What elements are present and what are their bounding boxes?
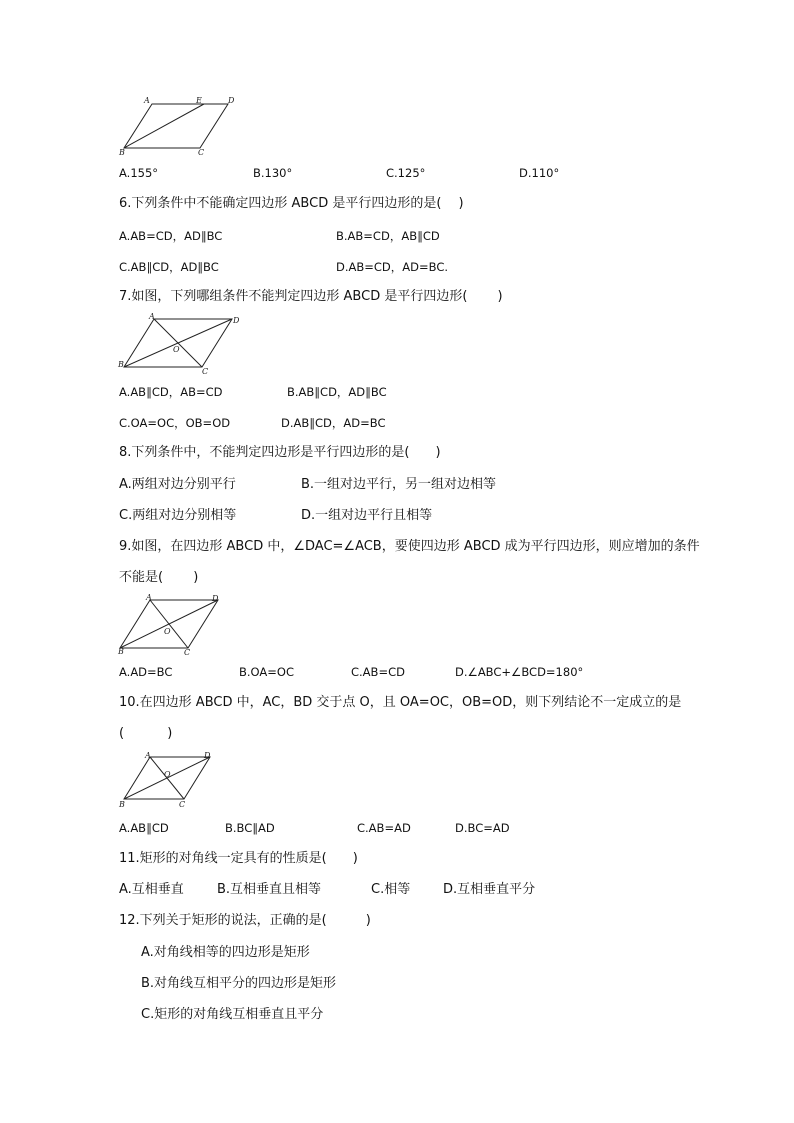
q10-option-c: C.AB=AD [357,821,411,835]
label-d: D [212,594,219,603]
q11-option-b: B.互相垂直且相等 [217,882,322,897]
q8-option-a: A.两组对边分别平行 [119,477,236,492]
label-d: D [228,96,235,105]
q12-option-a: A.对角线相等的四边形是矩形 [141,945,310,960]
q8-stem: 8.下列条件中，不能判定四边形是平行四边形的是( ) [119,445,441,460]
q5-option-b: B.130° [253,166,293,180]
q9-stem-line2: 不能是( ) [119,570,199,585]
parallelogram-figure-q9 [116,592,226,656]
q10-stem-line2: ( ) [119,726,173,741]
q5-option-c: C.125° [386,166,426,180]
q12-option-c: C.矩形的对角线互相垂直且平分 [141,1007,324,1022]
q9-option-d: D.∠ABC+∠BCD=180° [455,665,584,679]
label-d: D [233,316,240,325]
label-a: A [149,312,155,321]
q8-option-d: D.一组对边平行且相等 [301,508,433,523]
parallelogram-figure-q7 [116,311,244,375]
q11-option-a: A.互相垂直 [119,882,184,897]
q9-option-b: B.OA=OC [239,665,294,679]
label-c: C [198,148,205,156]
segment-be [124,104,204,148]
q9-option-a: A.AD=BC [119,665,173,679]
q8-option-b: B.一组对边平行，另一组对边相等 [301,477,497,492]
q7-option-a: A.AB∥CD，AB=CD [119,385,223,399]
label-b: B [118,647,124,656]
label-a: A [146,593,152,602]
label-b: B [119,148,125,156]
q6-option-b: B.AB=CD，AB∥CD [336,229,440,243]
q7-option-c: C.OA=OC，OB=OD [119,416,231,430]
q10-option-d: D.BC=AD [455,821,510,835]
label-b: B [118,360,124,369]
label-c: C [184,648,191,656]
q10-option-a: A.AB∥CD [119,821,169,835]
q7-option-b: B.AB∥CD，AD∥BC [287,385,387,399]
label-c: C [179,800,186,809]
q11-stem: 11.矩形的对角线一定具有的性质是( ) [119,851,358,866]
label-o: O [173,345,180,354]
q5-option-d: D.110° [519,166,560,180]
q11-option-d: D.互相垂直平分 [443,882,536,897]
q10-stem-line1: 10.在四边形 ABCD 中，AC，BD 交于点 O，且 OA=OC，OB=OD，则下列结论不一定成立的是 [119,695,682,710]
label-a: A [145,751,151,760]
label-e: E [196,96,202,105]
q7-option-d: D.AB∥CD，AD=BC [281,416,386,430]
q8-option-c: C.两组对边分别相等 [119,508,237,523]
parallelogram-figure-q10 [116,749,214,809]
q6-option-a: A.AB=CD，AD∥BC [119,229,223,243]
q5-option-a: A.155° [119,166,159,180]
label-a: A [144,96,150,105]
label-o: O [164,627,171,636]
q12-stem: 12.下列关于矩形的说法，正确的是( ) [119,913,371,928]
label-o: O [164,770,171,779]
diagonal-bd [124,319,232,367]
parallelogram-figure-q5 [116,94,240,156]
q9-stem-line1: 9.如图，在四边形 ABCD 中，∠DAC=∠ACB，要使四边形 ABCD 成为平行四边形，则应增加的条件 [119,539,700,554]
q6-stem: 6.下列条件中不能确定四边形 ABCD 是平行四边形的是( ) [119,196,464,211]
q9-option-c: C.AB=CD [351,665,405,679]
q7-stem: 7.如图，下列哪组条件不能判定四边形 ABCD 是平行四边形( ) [119,289,503,304]
label-d: D [204,751,211,760]
q6-option-d: D.AB=CD，AD=BC. [336,260,449,274]
q6-option-c: C.AB∥CD，AD∥BC [119,260,219,274]
label-c: C [202,367,209,375]
parallelogram-abcd [124,104,228,148]
q12-option-b: B.对角线互相平分的四边形是矩形 [141,976,337,991]
q10-option-b: B.BC∥AD [225,821,275,835]
q11-option-c: C.相等 [371,882,411,897]
label-b: B [119,800,125,809]
